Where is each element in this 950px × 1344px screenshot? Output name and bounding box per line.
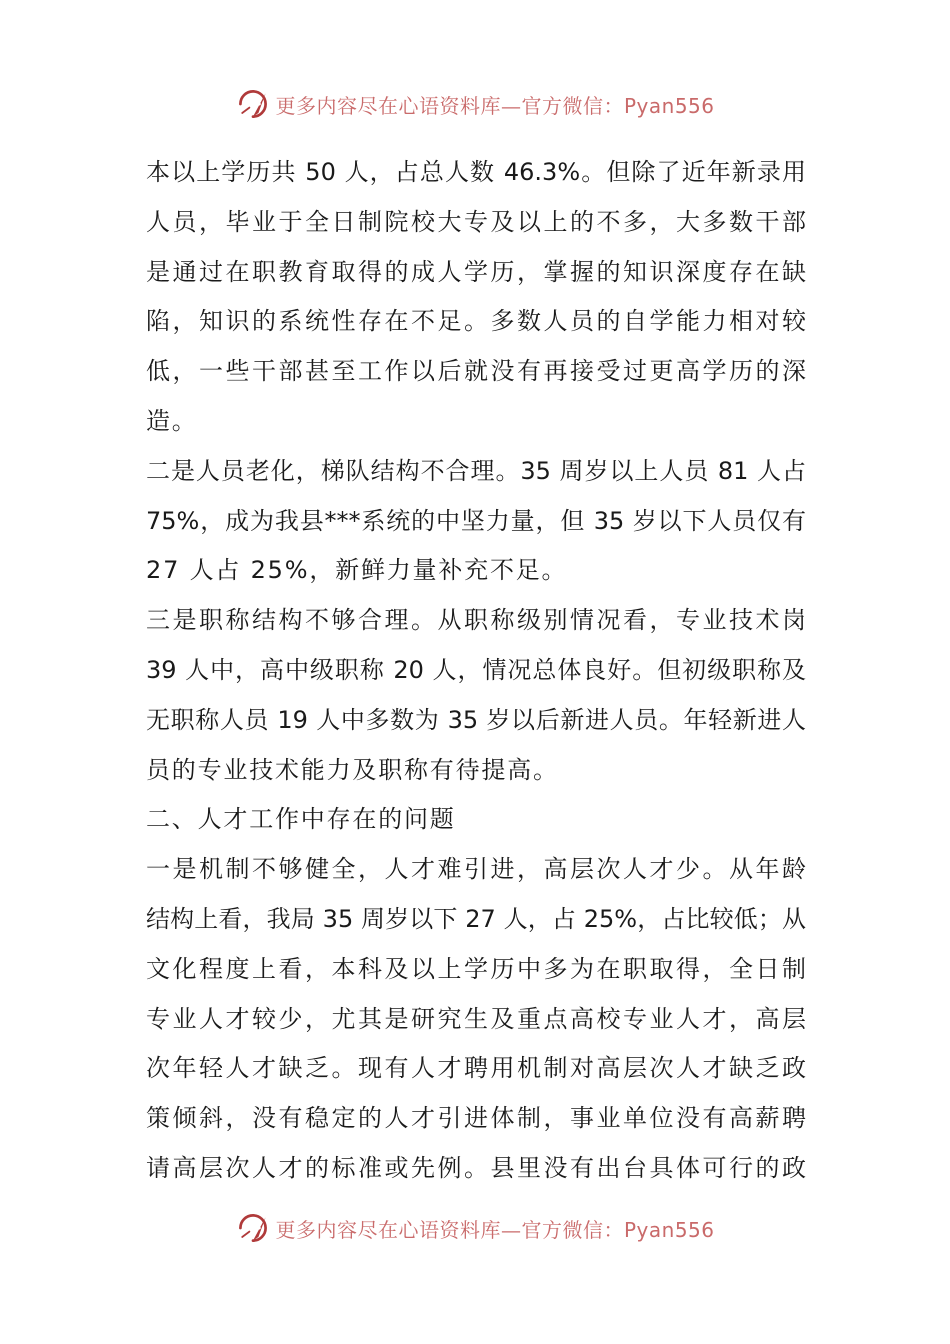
text-line: 本以上学历共 50 人，占总人数 46.3%。但除了近年新录用 (146, 158, 806, 186)
text-line: 低，一些干部甚至工作以后就没有再接受过更高学历的深 (146, 357, 806, 386)
text-line: 无职称人员 19 人中多数为 35 岁以后新进人员。年轻新进人 (146, 705, 806, 734)
header-banner (0, 84, 950, 124)
text-line: 是通过在职教育取得的成人学历，掌握的知识深度存在缺 (146, 257, 806, 286)
pen-nib-logo-icon (235, 1210, 271, 1246)
text-line: 请高层次人才的标准或先例。县里没有出台具体可行的政 (146, 1153, 806, 1182)
text-line: 27 人占 25%，新鲜力量补充不足。 (146, 556, 568, 585)
section-heading: 二、人才工作中存在的问题 (146, 805, 456, 834)
text-line: 陷，知识的系统性存在不足。多数人员的自学能力相对较 (146, 307, 806, 336)
banner-slogan: 更多内容尽在心语资料库—官方微信： (275, 1217, 624, 1242)
footer-banner (0, 1208, 950, 1248)
document-body (146, 148, 806, 1194)
text-line: 75%，成为我县***系统的中坚力量，但 35 岁以下人员仅有 (146, 506, 806, 535)
text-line: 文化程度上看，本科及以上学历中多为在职取得，全日制 (146, 954, 806, 983)
pen-nib-logo-icon (235, 86, 271, 122)
text-line: 次年轻人才缺乏。现有人才聘用机制对高层次人才缺乏政 (146, 1054, 806, 1083)
text-line: 策倾斜，没有稳定的人才引进体制，事业单位没有高薪聘 (146, 1104, 806, 1133)
text-line: 三是职称结构不够合理。从职称级别情况看，专业技术岗 (146, 606, 806, 635)
text-line: 人员，毕业于全日制院校大专及以上的不多，大多数干部 (146, 207, 806, 236)
text-line: 员的专业技术能力及职称有待提高。 (146, 755, 559, 784)
banner-text (275, 90, 714, 119)
banner-slogan: 更多内容尽在心语资料库—官方微信： (275, 93, 624, 118)
banner-wechat-id: Pyan556 (623, 1217, 715, 1242)
text-line: 39 人中，高中级职称 20 人，情况总体良好。但初级职称及 (146, 655, 806, 684)
text-line: 专业人才较少，尤其是研究生及重点高校专业人才，高层 (146, 1004, 806, 1033)
text-line: 结构上看，我局 35 周岁以下 27 人，占 25%，占比较低；从 (146, 904, 806, 933)
text-line: 一是机制不够健全，人才难引进，高层次人才少。从年龄 (146, 855, 806, 884)
text-line: 二是人员老化，梯队结构不合理。35 周岁以上人员 81 人占 (146, 456, 806, 485)
banner-text (275, 1214, 714, 1243)
banner-wechat-id: Pyan556 (623, 93, 715, 118)
text-line: 造。 (146, 406, 198, 435)
